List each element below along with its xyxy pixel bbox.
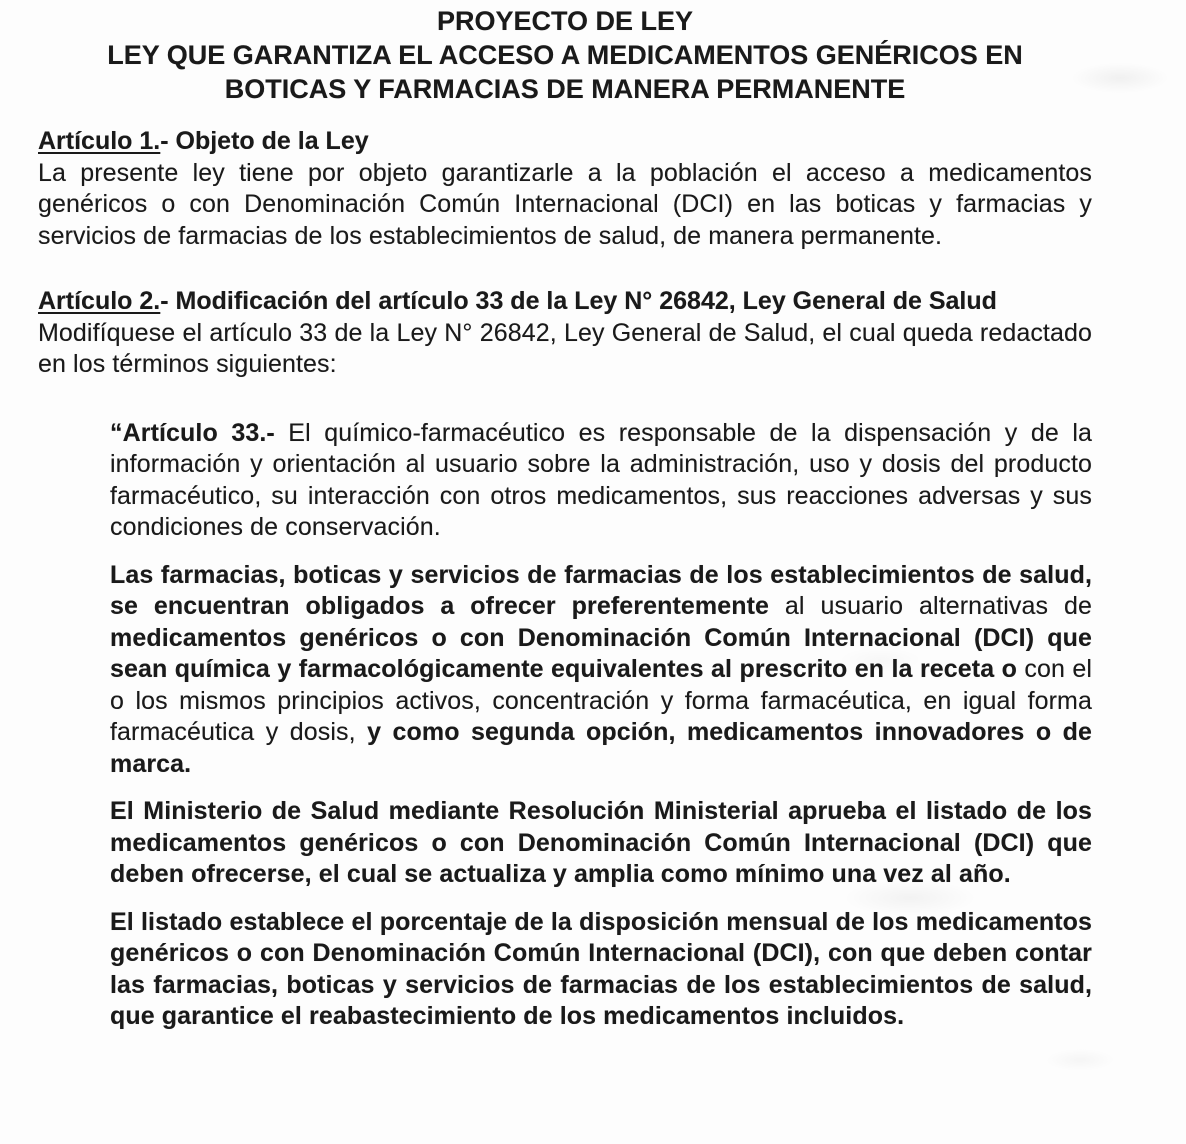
- title-line-law-name-2: BOTICAS Y FARMACIAS DE MANERA PERMANENTE: [224, 74, 906, 104]
- article-33-paragraph-ministry-list: El Ministerio de Salud mediante Resolución Ministerial aprueba el listado de los medicamentos genéricos o con Denominación Común Internacional (DCI) que deben ofrecerse, el cual se actualiza y amplia como mínimo una vez al año.: [110, 797, 1092, 888]
- article-33-paragraph-dispensation-text: El químico-farmacéutico es responsable de la dispensación y de la información y orientación al usuario sobre la administración, uso y dosis del producto farmacéutico, su interacción con otros medicamentos, sus reacciones adversas y sus condiciones de conservación.: [110, 418, 1092, 541]
- article-1-number: Artículo 1.: [38, 127, 161, 155]
- obligation-bold-segment-2: medicamentos genéricos o con Denominación Común Internacional (DCI) que sean química y farmacológicamente equivalentes al prescrito en la receta o: [110, 623, 1092, 683]
- article-33-quoted-block: [110, 418, 1092, 1033]
- article-33-lead: “Artículo 33.-: [110, 418, 275, 447]
- article-1-section: [38, 126, 1092, 252]
- obligation-bold-segment-3: y como segunda opción, medicamentos innovadores o de marca.: [110, 718, 1092, 778]
- document-title: [38, 4, 1092, 106]
- article-2-number: Artículo 2.: [38, 287, 161, 315]
- article-33-paragraph-dispensation: [110, 418, 1092, 544]
- article-2-heading: [38, 286, 1092, 318]
- title-line-law-name-1: LEY QUE GARANTIZA EL ACCESO A MEDICAMENTOS GENÉRICOS EN: [107, 40, 1023, 70]
- obligation-regular-segment-2: con el o los mismos principios activos, concentración y forma farmacéutica, en igual forma farmacéutica y dosis,: [110, 655, 1092, 746]
- article-1-heading: [38, 126, 1092, 158]
- article-33-paragraph-monthly-stock: El listado establece el porcentaje de la disposición mensual de los medicamentos genéricos o con Denominación Común Internacional (DCI), con que deben contar las farmacias, boticas y servicios de farmacias de los establecimientos de salud, que garantice el reabastecimiento de los medicamentos incluidos.: [110, 907, 1092, 1030]
- article-2-section: [38, 286, 1092, 381]
- obligation-regular-segment-1: al usuario alternativas de: [769, 592, 1092, 620]
- article-1-heading-text: - Objeto de la Ley: [160, 127, 369, 155]
- article-33-paragraph-obligation: [110, 560, 1092, 781]
- title-line-proyecto-de-ley: PROYECTO DE LEY: [436, 6, 694, 36]
- article-1-body: La presente ley tiene por objeto garantizarle a la población el acceso a medicamentos genéricos o con Denominación Común Internacional (DCI) en las boticas y farmacias y servicios de farmacias de los establecimientos de salud, de manera permanente.: [38, 158, 1092, 250]
- obligation-bold-segment-1: Las farmacias, boticas y servicios de farmacias de los establecimientos de salud, se encuentran obligados a ofrecer preferentemente: [110, 560, 1092, 620]
- article-2-heading-text: - Modificación del artículo 33 de la Ley N° 26842, Ley General de Salud: [160, 287, 997, 315]
- article-2-body: Modifíquese el artículo 33 de la Ley N° 26842, Ley General de Salud, el cual queda redactado en los términos siguientes:: [38, 318, 1092, 378]
